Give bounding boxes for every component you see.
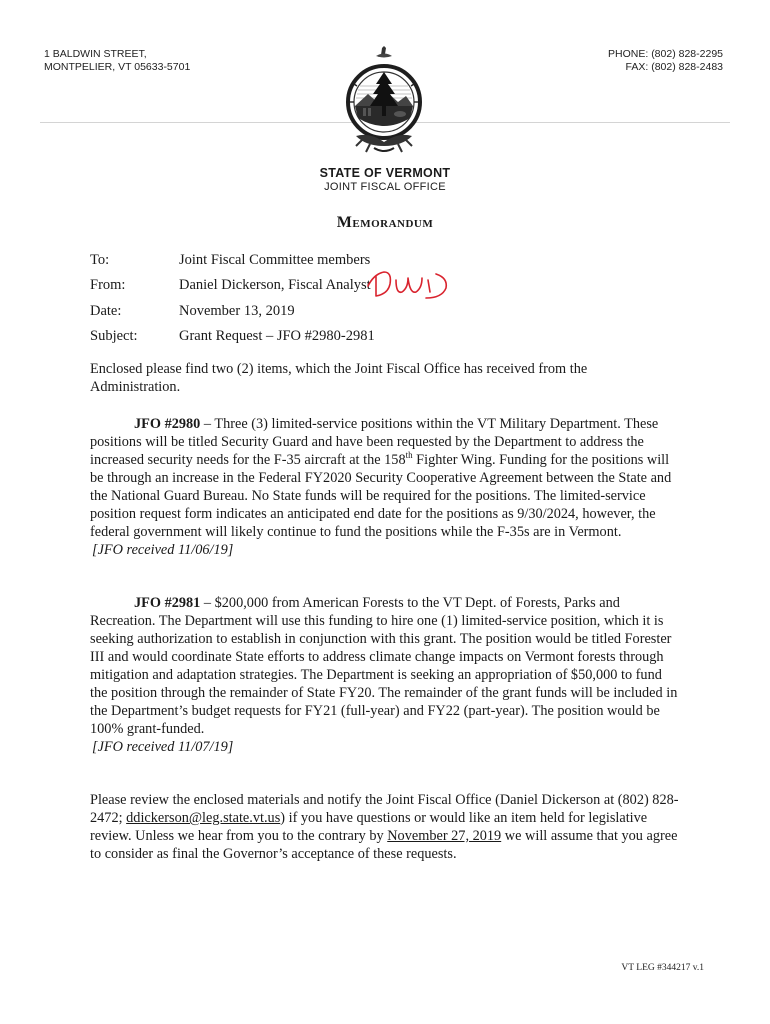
subject-value: Grant Request – JFO #2980-2981: [179, 328, 375, 344]
item-2980-id: JFO #2980: [134, 416, 201, 432]
item-2981-text: – $200,000 from American Forests to the VT Dept. of Forests, Parks and Recreation. The Department will use this funding to hire one (1) limited-service position, which it is seeking authorization to establish in conjunction with this grant. The position would be titled Forester III and would coordinate State efforts to address climate change impacts on Vermont forests through mitigation and adaptation strategies. The Department is seeking an appropriation of $50,000 to fund the position through the remainder of State FY20. The remainder of the grant funds will be included in the Department’s budget requests for FY21 (full-year) and FY22 (part-year). The position would be 100% grant-funded.: [90, 595, 678, 737]
from-value: Daniel Dickerson, Fiscal Analyst: [179, 277, 371, 293]
state-name: STATE OF VERMONT: [319, 166, 451, 180]
intro-text: Enclosed please find two (2) items, which the Joint Fiscal Office has received from the Administration.: [90, 361, 588, 395]
date-label: Date:: [90, 303, 122, 319]
phone-number: PHONE: (802) 828-2295: [608, 48, 723, 60]
item-2981-received: [JFO received 11/07/19]: [92, 739, 234, 755]
from-label: From:: [90, 277, 126, 293]
handwritten-initials-icon: [366, 268, 456, 300]
address-line-1: 1 BALDWIN STREET,: [44, 48, 147, 60]
item-2980-text-b: Fighter Wing. Funding for the positions will be through an increase in the Federal FY2020 Security Cooperative Agreement between the State and the National Guard Bureau. No State funds will be required for the positions. The limited-service position request form indicates an anticipated end date for the positions as 9/30/2024, however, the federal government will likely continue to fund the positions while the F-35s are in Vermont.: [90, 452, 672, 540]
closing-part-1: Please review the enclosed materials and notify the Joint Fiscal Office (Daniel Dickerson at (802) 828-2472;: [90, 792, 679, 826]
memo-title: Memorandum: [336, 214, 434, 231]
letterhead-address: [44, 48, 190, 74]
vermont-state-seal-icon: [330, 44, 438, 156]
to-label: To:: [90, 252, 110, 268]
item-2980-sup: th: [405, 450, 413, 461]
item-2980: [90, 415, 680, 559]
subject-label: Subject:: [90, 328, 138, 344]
letterhead-contact: [608, 48, 723, 74]
fax-number: FAX: (802) 828-2483: [625, 61, 723, 73]
item-2980-text-a: – Three (3) limited-service positions within the VT Military Department. These positions will be titled Security Guard and have been requested by the Department to address the increased security needs for the F-35 aircraft at the 158: [90, 416, 659, 468]
email-link[interactable]: ddickerson@leg.state.vt.us: [126, 810, 281, 826]
item-2981: [90, 594, 680, 756]
closing-part-3: we will assume that you agree to consider as final the Governor’s acceptance of these requests.: [90, 828, 678, 862]
item-2981-id: JFO #2981: [134, 595, 201, 611]
to-value: Joint Fiscal Committee members: [179, 252, 371, 268]
item-2980-received: [JFO received 11/06/19]: [92, 542, 234, 558]
document-id: VT LEG #344217 v.1: [621, 963, 704, 973]
closing-paragraph: [90, 791, 680, 863]
closing-part-2: ) if you have questions or would like an item held for legislative review. Unless we hear from you to the contrary by: [90, 810, 648, 844]
office-name: JOINT FISCAL OFFICE: [324, 181, 446, 193]
date-value: November 13, 2019: [179, 303, 295, 319]
address-line-2: MONTPELIER, VT 05633-5701: [44, 61, 191, 73]
intro-paragraph: [90, 360, 680, 396]
deadline-date: November 27, 2019: [387, 828, 502, 844]
